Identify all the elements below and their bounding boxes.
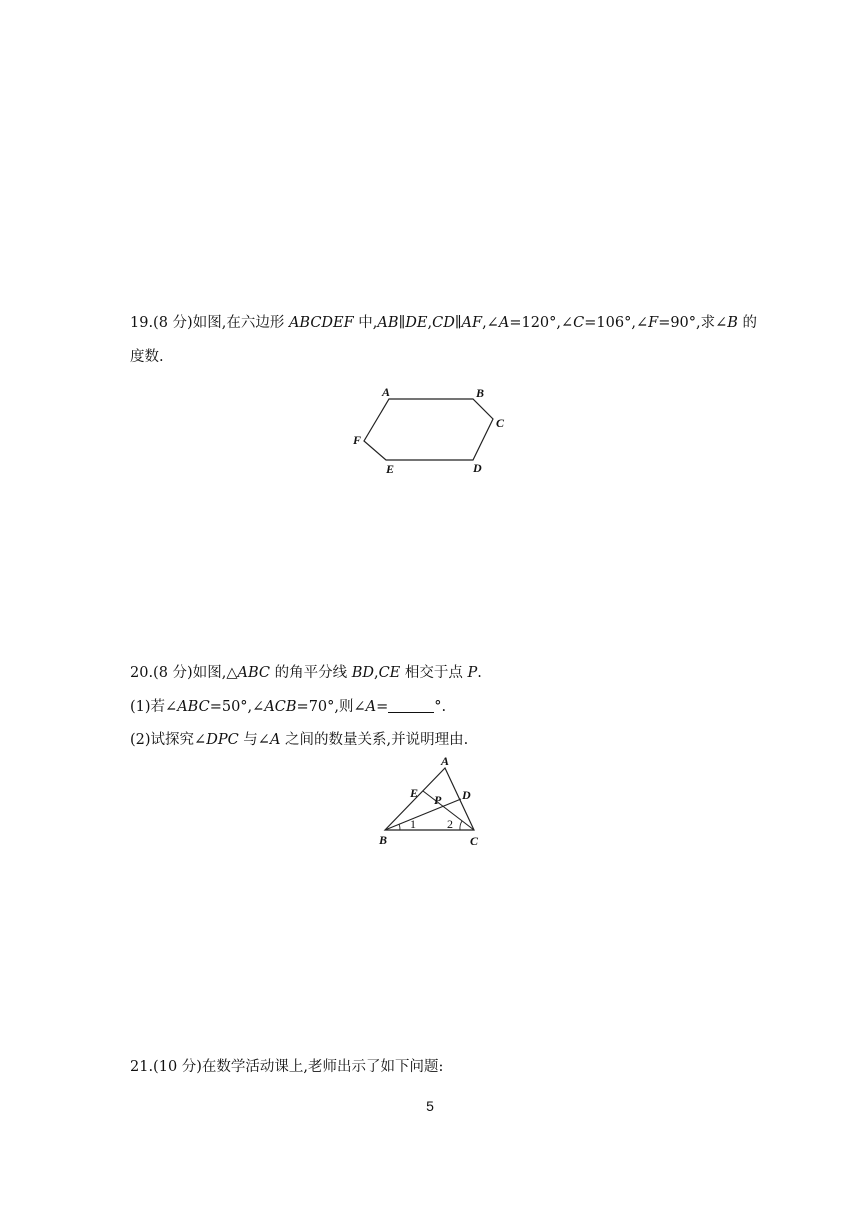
- vertex-label-c: C: [470, 834, 479, 848]
- page-number: 5: [426, 1098, 434, 1114]
- hexagon-figure: [340, 380, 520, 480]
- q20-text-line2: (1)若∠ABC=50°,∠ACB=70°,则∠A= °.: [130, 699, 447, 715]
- vertex-label-b: B: [379, 833, 388, 847]
- vertex-label-f: F: [353, 433, 362, 447]
- triangle-figure: [370, 755, 490, 855]
- q19-text-line2: 度数.: [130, 349, 164, 365]
- point-label-p: P: [434, 793, 442, 807]
- angle-label-2: 2: [447, 817, 453, 831]
- q19-text-line1: 19.(8 分)如图,在六边形 ABCDEF 中,AB∥DE,CD∥AF,∠A=120°,∠C=106°,∠F=90°,求∠B 的: [130, 315, 758, 331]
- angle-arc-2: [460, 821, 462, 830]
- vertex-label-e: E: [410, 786, 419, 800]
- vertex-label-a: A: [382, 385, 391, 399]
- angle-label-1: 1: [410, 817, 416, 831]
- vertex-label-c: C: [496, 416, 505, 430]
- q20-text-line3: (2)试探究∠DPC 与∠A 之间的数量关系,并说明理由.: [130, 732, 469, 748]
- vertex-label-b: B: [476, 386, 485, 400]
- angle-arc-1: [399, 824, 400, 830]
- vertex-label-a: A: [441, 755, 450, 768]
- q20-text-line1: 20.(8 分)如图,△ABC 的角平分线 BD,CE 相交于点 P.: [130, 665, 482, 681]
- hexagon-shape: [364, 399, 493, 460]
- answer-blank[interactable]: [388, 698, 434, 713]
- vertex-label-e: E: [386, 462, 395, 476]
- vertex-label-d: D: [473, 461, 482, 475]
- vertex-label-d: D: [462, 788, 471, 802]
- q21-text-line1: 21.(10 分)在数学活动课上,老师出示了如下问题:: [130, 1059, 444, 1075]
